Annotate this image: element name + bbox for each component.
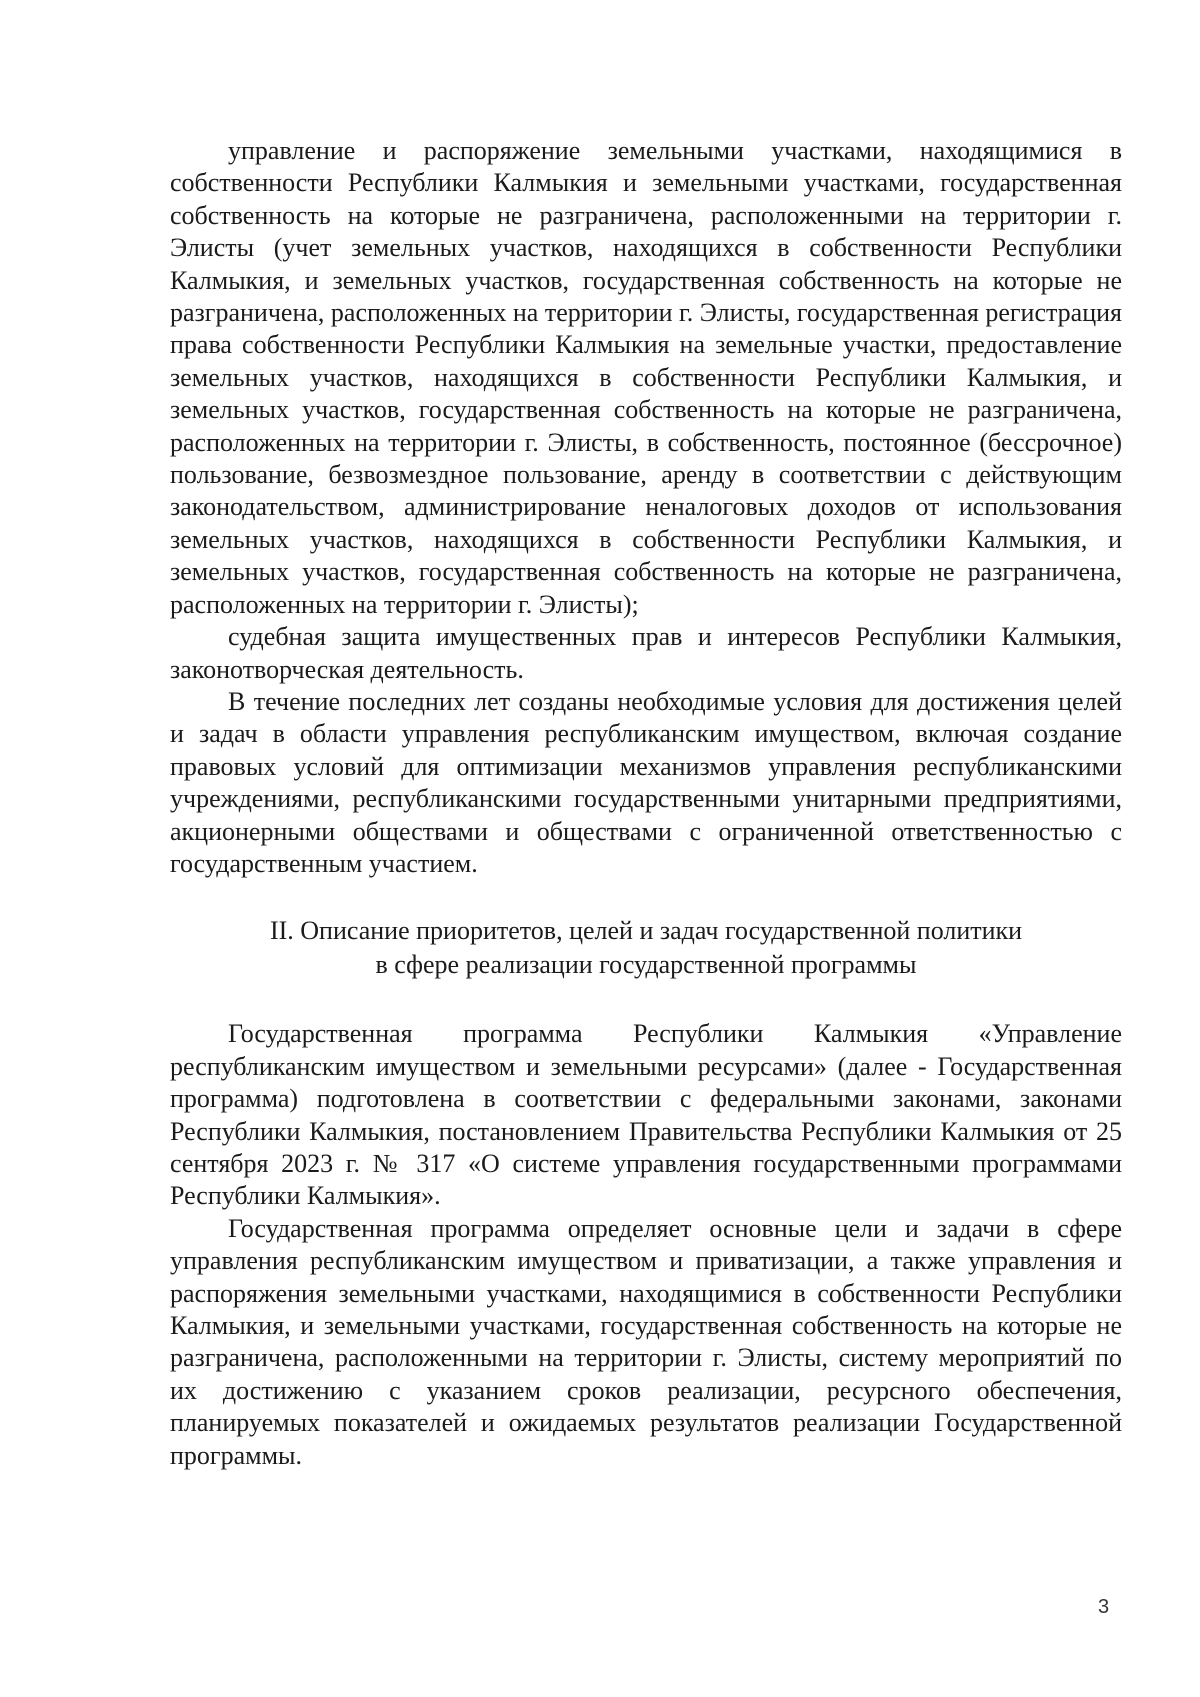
section-heading bbox=[170, 914, 1122, 982]
paragraph-program-basis: Государственная программа Республики Калмыкия «Управление республиканским имуществом и земельными ресурсами» (далее - Государственная программа) подготовлена в соответствии с федеральными законами, законами Республики Калмыкия, постановлением Правительства Республики Калмыкия от 25 сентября 2023 г. № 317 «О системе управления государственными программами Республики Калмыкия». bbox=[170, 1019, 1122, 1211]
paragraph-judicial-protection: судебная защита имущественных прав и интересов Республики Калмыкия, законотворческая деятельность. bbox=[170, 622, 1122, 684]
section-heading-line-1: II. Описание приоритетов, целей и задач государственной политики bbox=[269, 916, 1023, 946]
paragraph-recent-years: В течение последних лет созданы необходимые условия для достижения целей и задач в области управления республиканским имуществом, включая создание правовых условий для оптимизации механизмов управления республиканскими учреждениями, республиканскими государственными унитарными предприятиями, акционерными обществами и обществами с ограниченной ответственностью с государственным участием. bbox=[170, 686, 1122, 878]
section-heading-line-2: в сфере реализации государственной программы bbox=[375, 950, 917, 980]
paragraph-land-management: управление и распоряжение земельными участками, находящимися в собственности Республики Калмыкия и земельными участками, государственная собственность на которые не разграничена, расположенными на территории г. Элисты (учет земельных участков, находящихся в собственности Республики Калмыкия, и земельных участков, государственная собственность на которые не разграничена, расположенных на территории г. Элисты, государственная регистрация права собственности Республики Калмыкия на земельные участки, предоставление земельных участков, находящихся в собственности Республики Калмыкия, и земельных участков, государственная собственность на которые не разграничена, расположенных на территории г. Элисты, в собственность, постоянное (бессрочное) пользование, безвозмездное пользование, аренду в соответствии с действующим законодательством, администрирование неналоговых доходов от использования земельных участков, находящихся в собственности Республики Калмыкия, и земельных участков, государственная собственность на которые не разграничена, расположенных на территории г. Элисты); bbox=[170, 136, 1122, 619]
document-body bbox=[170, 135, 1122, 1472]
paragraph-program-goals: Государственная программа определяет основные цели и задачи в сфере управления республиканским имуществом и приватизации, а также управления и распоряжения земельными участками, находящимися в собственности Республики Калмыкия, и земельными участками, государственная собственность на которые не разграничена, расположенными на территории г. Элисты, систему мероприятий по их достижению с указанием сроков реализации, ресурсного обеспечения, планируемых показателей и ожидаемых результатов реализации Государственной программы. bbox=[170, 1213, 1122, 1470]
page-number: 3 bbox=[1098, 1596, 1110, 1618]
